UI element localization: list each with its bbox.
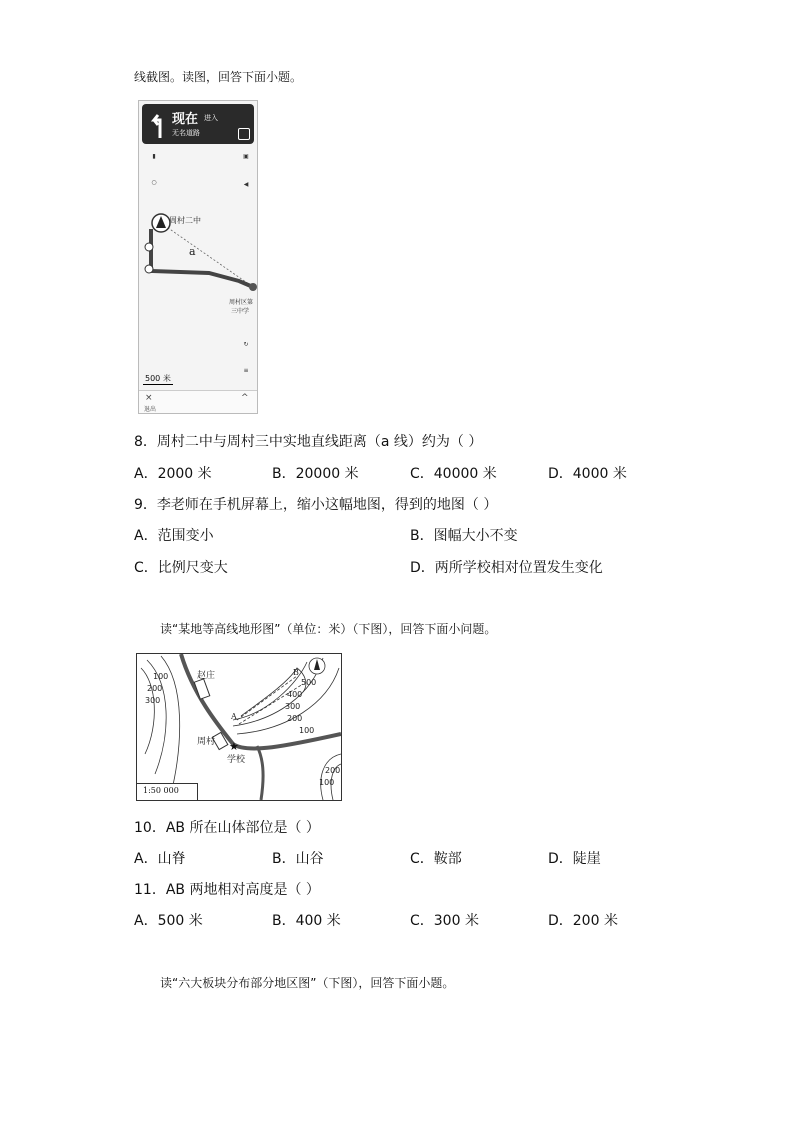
point-a-label: A [231, 712, 237, 721]
route-map [139, 101, 257, 413]
question-11: 11．AB 两地相对高度是（ ） [134, 882, 320, 898]
school-label: 学校 [227, 755, 246, 765]
q10-option-a: A．山脊 [134, 851, 186, 867]
exit-label: 退出 [144, 406, 157, 413]
navigation-map-figure [138, 100, 258, 414]
question-8: 8．周村二中与周村三中实地直线距离（a 线）约为（ ） [134, 434, 483, 450]
q10-option-b: B．山谷 [272, 851, 324, 867]
scale-bar: 500 米 [145, 374, 171, 383]
contour-label: 400 [287, 690, 303, 699]
line-a-label: a [189, 245, 196, 258]
q9-option-a: A．范围变小 [134, 528, 214, 544]
intro-text-2: 读“某地等高线地形图”（单位：米）（下图），回答下面小问题。 [160, 622, 497, 636]
q8-option-d: D．4000 米 [548, 466, 627, 482]
bottom-bar [139, 390, 257, 413]
contour-label: 300 [285, 702, 301, 711]
q9-option-c: C．比例尺变大 [134, 560, 228, 576]
refresh-icon: ↻ [243, 341, 249, 348]
zhaozhuang-label: 赵庄 [197, 671, 216, 681]
volume-icon: ◀ [243, 181, 249, 188]
zhoucun-label: 周村 [197, 737, 216, 747]
question-10: 10．AB 所在山体部位是（ ） [134, 820, 320, 836]
contour-label: 100 [319, 778, 335, 787]
school-b-label-1: 周村区第 [229, 299, 254, 306]
nav-enter-label: 进入 [204, 114, 218, 122]
intro-text-3: 读“六大板块分布部分地区图”（下图），回答下面小题。 [160, 976, 455, 990]
q9-option-b: B．图幅大小不变 [410, 528, 518, 544]
display-mode-icon: ≡ [243, 367, 249, 374]
q11-option-a: A．500 米 [134, 913, 203, 929]
scale-box [137, 783, 198, 800]
report-icon: ▮ [152, 153, 156, 160]
contour-label: 500 [301, 678, 317, 687]
close-icon: × [145, 393, 153, 403]
question-9: 9．李老师在手机屏幕上，缩小这幅地图，得到的地图（ ） [134, 497, 498, 513]
q11-option-c: C．300 米 [410, 913, 479, 929]
contour-label: 300 [145, 696, 161, 705]
search-icon: ○ [151, 179, 157, 186]
school-a-label: 周村二中 [169, 216, 201, 225]
contour-label: 100 [153, 672, 169, 681]
overview-icon: ▣ [243, 153, 249, 160]
q10-option-c: C．鞍部 [410, 851, 462, 867]
q8-option-b: B．20000 米 [272, 466, 359, 482]
q8-option-c: C．40000 米 [410, 466, 497, 482]
q9-option-d: D．两所学校相对位置发生变化 [410, 560, 603, 576]
contour-label: 100 [299, 726, 315, 735]
star-icon: ★ [229, 740, 239, 753]
intro-text-1: 线截图。读图，回答下面小题。 [134, 70, 303, 84]
contour-label: 200 [325, 766, 341, 775]
scale-label: 1:50 000 [143, 786, 179, 795]
point-b-label: B [293, 668, 299, 677]
nav-now-label: 现在 [172, 112, 199, 127]
school-b-label-2: 三中学 [231, 308, 250, 315]
contour-label: 200 [287, 714, 303, 723]
q8-option-a: A．2000 米 [134, 466, 212, 482]
chevron-up-icon: ^ [241, 393, 249, 403]
nav-road-label: 无名道路 [172, 129, 200, 137]
q10-option-d: D．陡崖 [548, 851, 601, 867]
q11-option-d: D．200 米 [548, 913, 618, 929]
q11-option-b: B．400 米 [272, 913, 341, 929]
contour-label: 200 [147, 684, 163, 693]
contour-map-figure [136, 653, 342, 801]
